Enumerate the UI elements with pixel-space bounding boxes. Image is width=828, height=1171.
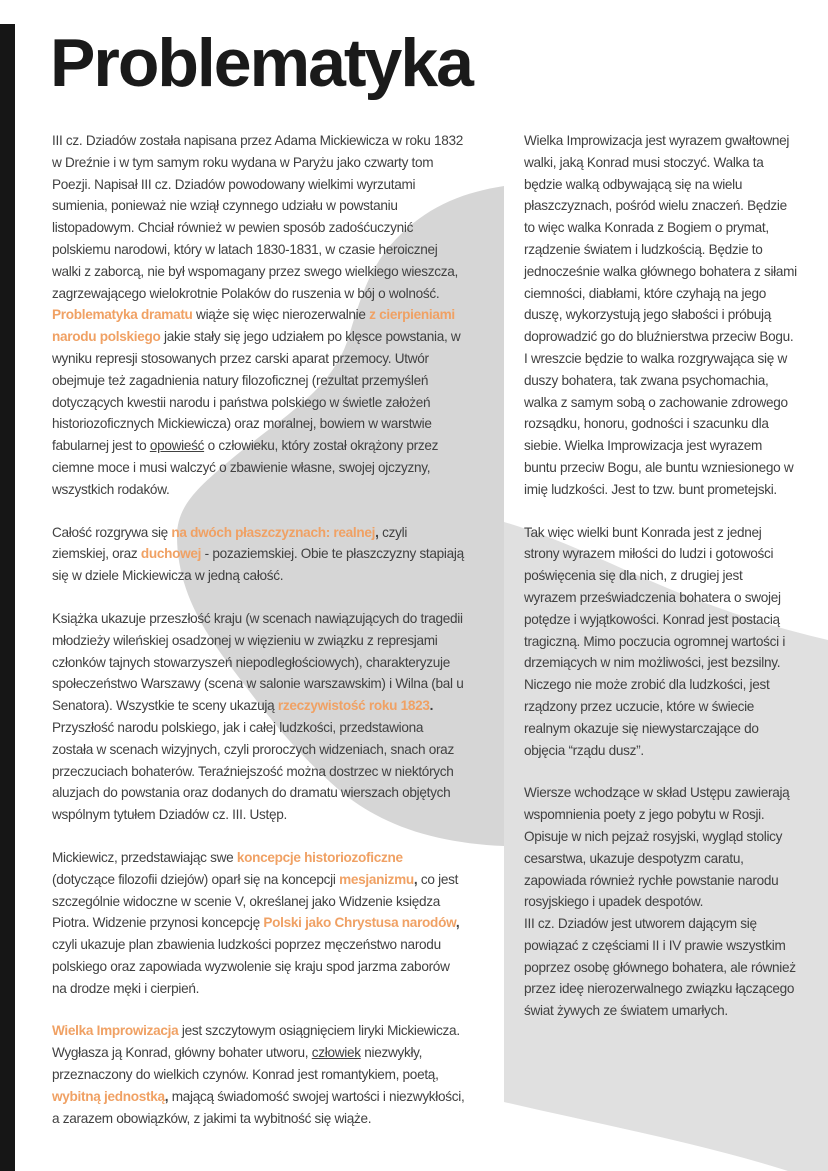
text-run-accent: wybitną jednostką <box>52 1088 165 1104</box>
paragraph <box>524 522 798 762</box>
text-run-accent: rzeczywistość roku 1823 <box>277 698 430 714</box>
text-run: - pozaziemskiej. Obie te płaszczyzny stapiają się w dziele Mickiewicza w jedną całość. <box>52 546 464 584</box>
text-run: niezwykły, przeznaczony do wielkich czynów. Konrad jest romantykiem, poetą, <box>52 1045 439 1083</box>
text-run: jakie stały się jego udziałem po klęsce powstania, w wyniku represji stosowanych przez carski aparat przemocy. Utwór obejmuje też zagadnienia natury filozoficznej (rezultat przemyśleń dotyczących kwestii narodu i państwa polskiego w świetle założeń historiozoficznych Mickiewicza) oraz moralnej, bowiem w warstwie fabularnej jest to <box>52 329 461 454</box>
text-run-bold: , <box>164 1088 169 1104</box>
text-run: Całość rozgrywa się <box>52 524 172 540</box>
text-run-bold: . <box>429 698 434 714</box>
text-run: czyli ziemskiej, oraz <box>52 524 408 562</box>
text-run-accent: duchowej <box>140 546 202 562</box>
text-run: mającą świadomość swojej wartości i niezwykłości, a zarazem obowiązków, z jakimi ta wybitność się wiąże. <box>52 1088 465 1126</box>
text-run: wiąże się więc nierozerwalnie <box>192 307 370 323</box>
text-run: Tak więc wielki bunt Konrada jest z jednej strony wyrazem miłości do ludzi i gotowości poświęcenia się dla nich, z drugiej jest wyrazem przeświadczenia bohatera o swojej potędze i wyjątkowości. Konrad jest postacią tragiczną. Mimo poczucia ogromnej wartości i drzemiących w nim możliwości, jest bezsilny. Niczego nie może zrobić dla ludzkości, jest rządzony przez uczucie, które w świecie realnym okazuje się niewystarczające do objęcia “rządu dusz”. <box>524 524 786 758</box>
text-run: o człowieku, który został okrążony przez ciemne moce i musi walczyć o zbawienie własne, swojej ojczyzny, wszystkich rodaków. <box>52 438 439 497</box>
text-run-accent: Wielka Improwizacja <box>52 1023 179 1039</box>
paragraph <box>524 782 798 1022</box>
left-edge-bar <box>0 24 15 1171</box>
paragraph <box>52 522 467 587</box>
text-run: Książka ukazuje przeszłość kraju (w scenach nawiązujących do tragedii młodzieży wileńskiej osadzonej w więzieniu w związku z represjami członków tajnych stowarzyszeń niepodległościowych), charakteryzuje społeczeństwo Warszawy (scena w salonie warszawskim) i Wilna (bal u Senatora). Wszystkie te sceny ukazują <box>52 610 464 714</box>
text-run-accent: koncepcje historiozoficzne <box>236 849 403 865</box>
text-run-bold: , <box>455 915 460 931</box>
text-run: III cz. Dziadów została napisana przez Adama Mickiewicza w roku 1832 w Dreźnie i w tym samym roku wydana w Paryżu jako czwarty tom Poezji. Napisał III cz. Dziadów powodowany wielkimi wyrzutami sumienia, ponieważ nie wziął czynnego udziału w powstaniu listopadowym. Chciał również w pewien sposób zadośćuczynić polskiemu narodowi, który w latach 1830-1831, w czasie heroicznej walki z zaborcą, nie był wspomagany przez swego wielkiego wieszcza, zagrzewającego wielokrotnie Polaków do ruszenia w bój o wolność. <box>52 133 464 301</box>
text-run: czyli ukazuje plan zbawienia ludzkości poprzez męczeństwo narodu polskiego oraz zapowiada wyzwolenie się kraju spod jarzma zaborów na drodze męki i cierpień. <box>52 937 450 996</box>
text-run: (dotyczące filozofii dziejów) oparł się na koncepcji <box>52 871 340 887</box>
text-run-accent: z cierpieniami narodu polskiego <box>52 307 455 345</box>
text-run-bold: , <box>375 524 379 540</box>
text-run: Mickiewicz, przedstawiając swe <box>52 849 237 865</box>
text-run-underline: opowieść <box>149 438 205 454</box>
text-run-accent: mesjanizmu <box>339 871 414 887</box>
paragraph <box>52 130 467 501</box>
text-run-underline: człowiek <box>311 1045 361 1061</box>
text-run-accent: na dwóch płaszczyznach: realnej <box>171 524 376 540</box>
left-column <box>52 130 467 1129</box>
text-run-bold: , <box>413 871 418 887</box>
text-run: co jest szczególnie widoczne w scenie V, określanej jako Widzenie księdza Piotra. Widzenie przynosi koncepcję <box>52 871 459 931</box>
paragraph <box>52 608 467 826</box>
text-run: jest szczytowym osiągnięciem liryki Mickiewicza. Wygłasza ją Konrad, główny bohater utworu, <box>52 1023 460 1061</box>
paragraph <box>524 130 798 501</box>
text-run-accent: Problematyka dramatu <box>52 307 193 323</box>
text-run: Przyszłość narodu polskiego, jak i całej ludzkości, przedstawiona została w scenach wizyjnych, czyli proroczych widzeniach, snach oraz przeczuciach bohaterów. Teraźniejszość można dostrzec w niektórych aluzjach do powstania oraz dodanych do dramatu wierszach objętych wspólnym tytułem Dziadów cz. III. Ustęp. <box>52 719 454 823</box>
paragraph <box>52 1020 467 1129</box>
right-column <box>524 130 798 1022</box>
text-run: III cz. Dziadów jest utworem dającym się powiązać z częściami II i IV prawie wszystkim poprzez osobę głównego bohatera, ale również przez ideę nierozerwalnego związku łączącego świat żywych ze światem umarłych. <box>524 916 796 1019</box>
text-run: Wiersze wchodzące w skład Ustępu zawierają wspomnienia poety z jego pobytu w Rosji. Opisuje w nich pejzaż rosyjski, wygląd stolicy cesarstwa, ukazuje despotyzm caratu, zapowiada również rychłe powstanie narodu rosyjskiego i upadek despotów. <box>524 785 790 910</box>
text-run: Wielka Improwizacja jest wyrazem gwałtownej walki, jaką Konrad musi stoczyć. Walka ta będzie walką odbywającą się na wielu płaszczyznach, pośród wielu znaczeń. Będzie to więc walka Konrada z Bogiem o prymat, rządzenie światem i ludzkością. Będzie to jednocześnie walka głównego bohatera z siłami ciemności, diabłami, które czyhają na jego duszę, wykorzystują jego słabości i próbują doprowadzić go do bluźnierstwa przeciw Bogu. I wreszcie będzie to walka rozgrywająca się w duszy bohatera, tak zwana psychomachia, walka z samym sobą o zachowanie zdrowego rozsądku, honoru, godności i szacunku dla siebie. Wielka Improwizacja jest wyrazem buntu przeciw Bogu, ale buntu wzniesionego w imię ludzkości. Jest to tzw. bunt prometejski. <box>524 133 797 497</box>
paragraph <box>52 847 467 1000</box>
page-title: Problematyka <box>50 25 472 101</box>
text-run-accent: Polski jako Chrystusa narodów <box>263 915 456 931</box>
